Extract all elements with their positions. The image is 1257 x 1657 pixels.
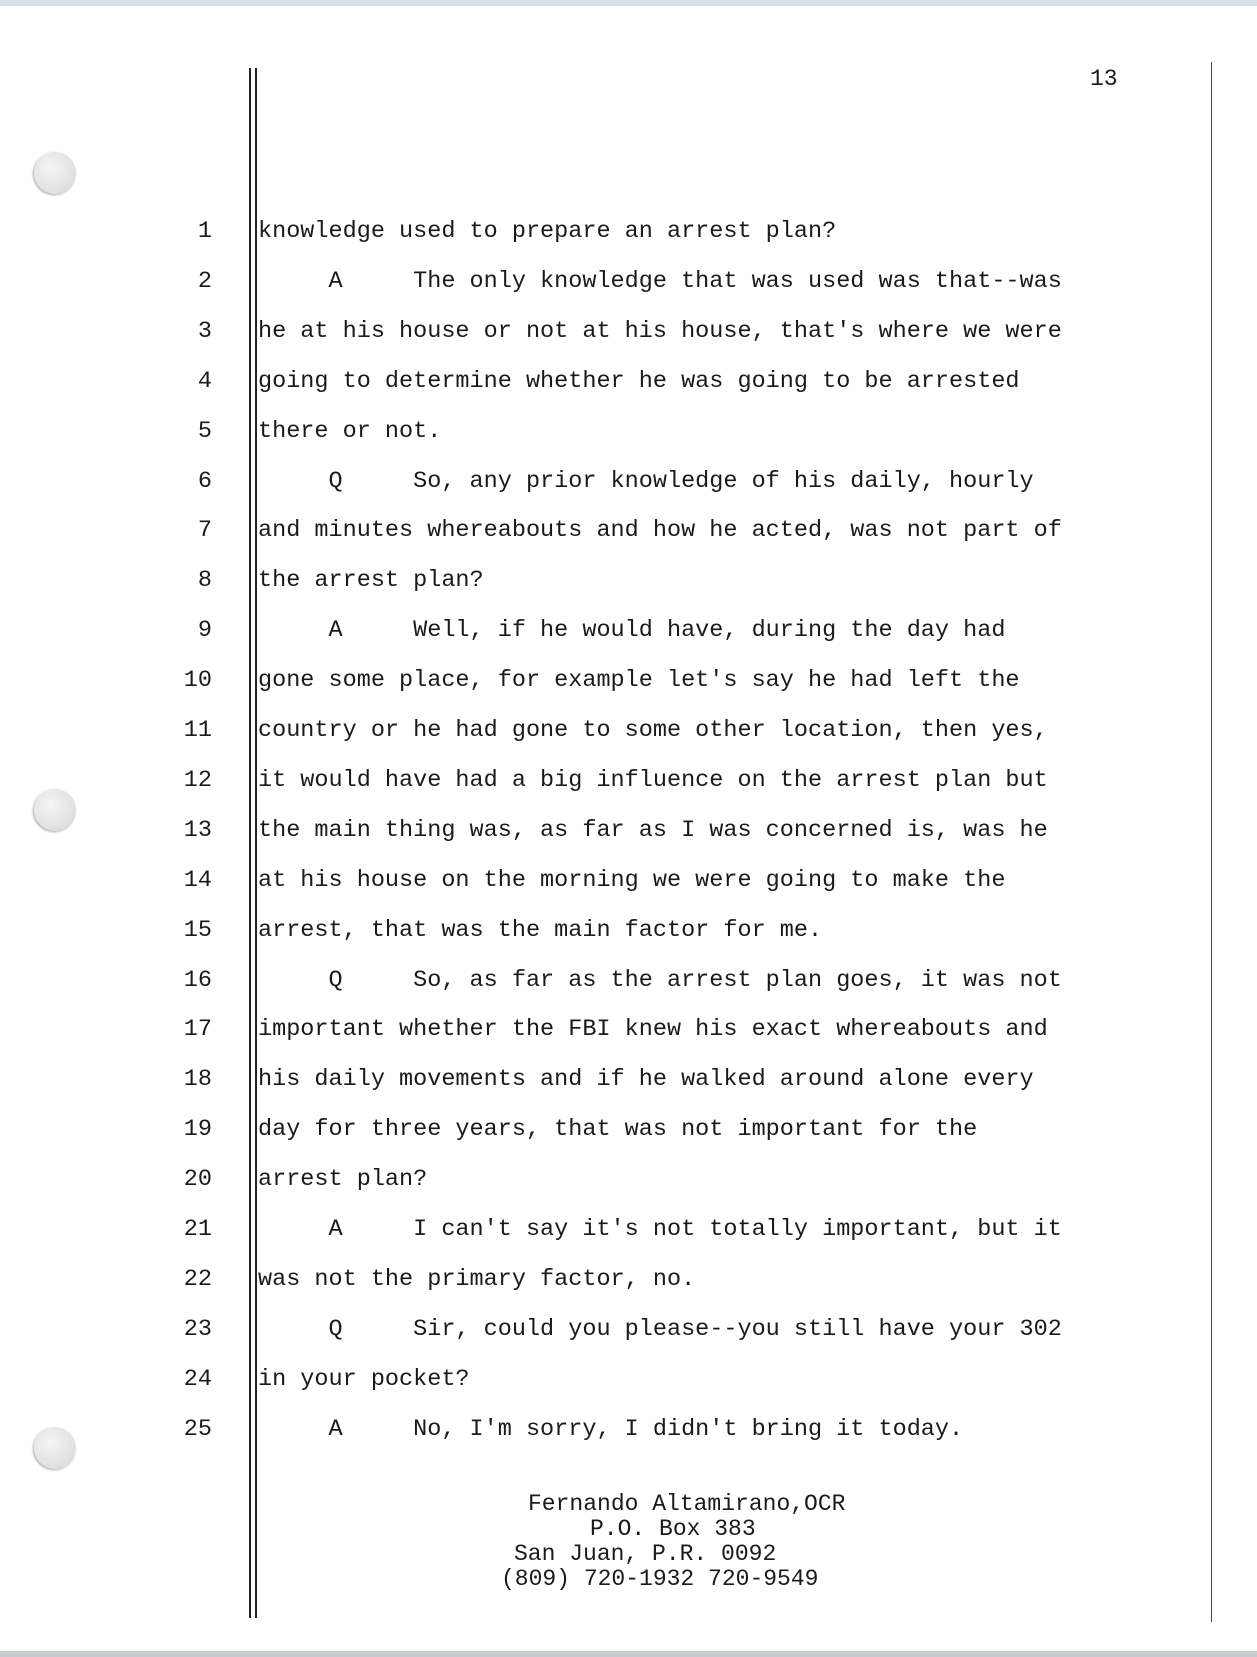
line-number: 24 [183, 1365, 212, 1393]
top-page-edge [0, 0, 1257, 6]
transcript-line [0, 1066, 1257, 1116]
line-text: going to determine whether he was going to be arrested [258, 367, 1020, 395]
transcript-line [0, 218, 1257, 268]
line-text: was not the primary factor, no. [258, 1265, 696, 1293]
transcript-line [0, 867, 1257, 917]
transcript-line [0, 717, 1257, 767]
transcript-line [0, 368, 1257, 418]
transcript-line [0, 767, 1257, 817]
line-number: 17 [183, 1016, 212, 1044]
bottom-page-edge [0, 1651, 1257, 1657]
line-text: A No, I'm sorry, I didn't bring it today. [258, 1415, 964, 1443]
line-number: 6 [197, 467, 212, 495]
line-number: 8 [197, 567, 212, 595]
line-text: country or he had gone to some other location, then yes, [258, 717, 1048, 744]
line-text: the arrest plan? [258, 567, 484, 595]
line-number: 11 [183, 717, 212, 744]
line-text: he at his house or not at his house, that's where we were [258, 317, 1062, 345]
transcript-line [0, 667, 1257, 717]
line-number: 15 [183, 916, 212, 944]
line-text: Q So, as far as the arrest plan goes, it was not [258, 966, 1062, 994]
line-text: A Well, if he would have, during the day had [258, 617, 1006, 645]
reporter-phone: (809) 720-1932 720-9549 [501, 1566, 819, 1592]
transcript-line [0, 917, 1257, 967]
line-text: Q So, any prior knowledge of his daily, hourly [258, 467, 1034, 495]
reporter-po-box: P.O. Box 383 [590, 1516, 756, 1542]
transcript-line [0, 1316, 1257, 1366]
transcript-line [0, 1016, 1257, 1066]
transcript-line [0, 517, 1257, 567]
line-number: 10 [183, 667, 212, 695]
transcript-line [0, 1216, 1257, 1266]
line-text: his daily movements and if he walked around alone every [258, 1066, 1034, 1094]
transcript-line [0, 967, 1257, 1017]
line-number: 2 [197, 267, 212, 295]
line-text: arrest, that was the main factor for me. [258, 916, 823, 944]
transcript-line [0, 817, 1257, 867]
reporter-name: Fernando Altamirano,OCR [528, 1491, 846, 1517]
line-number: 4 [197, 367, 212, 395]
binder-hole-top [34, 152, 76, 194]
transcript-line [0, 268, 1257, 318]
transcript-line [0, 1266, 1257, 1316]
transcript-line [0, 1366, 1257, 1416]
line-text: knowledge used to prepare an arrest plan? [258, 218, 837, 245]
transcript-line [0, 617, 1257, 667]
line-number: 1 [197, 218, 212, 245]
line-number: 13 [183, 816, 212, 844]
page-number: 13 [1090, 66, 1118, 92]
line-number: 19 [183, 1116, 212, 1144]
line-number: 21 [183, 1216, 212, 1243]
transcript-line [0, 1166, 1257, 1216]
transcript-line [0, 1416, 1257, 1466]
line-number: 12 [183, 766, 212, 794]
line-text: important whether the FBI knew his exact whereabouts and [258, 1016, 1048, 1044]
transcript-line [0, 468, 1257, 518]
line-text: gone some place, for example let's say he had left the [258, 667, 1020, 695]
line-number: 14 [183, 866, 212, 894]
line-number: 3 [197, 317, 212, 345]
line-number: 9 [197, 617, 212, 645]
line-text: there or not. [258, 417, 442, 445]
line-text: arrest plan? [258, 1166, 428, 1194]
line-number: 22 [183, 1265, 212, 1293]
transcript-line [0, 418, 1257, 468]
transcript-line [0, 1116, 1257, 1166]
line-number: 20 [183, 1166, 212, 1194]
line-text: it would have had a big influence on the arrest plan but [258, 766, 1048, 794]
line-text: in your pocket? [258, 1365, 470, 1393]
line-number: 18 [183, 1066, 212, 1094]
line-text: the main thing was, as far as I was concerned is, was he [258, 816, 1048, 844]
transcript-line [0, 318, 1257, 368]
reporter-city: San Juan, P.R. 0092 [514, 1541, 777, 1567]
line-number: 7 [197, 517, 212, 545]
line-number: 23 [183, 1315, 212, 1343]
line-text: A I can't say it's not totally important, but it [258, 1216, 1062, 1243]
line-text: day for three years, that was not important for the [258, 1116, 978, 1144]
line-number: 5 [197, 417, 212, 445]
line-number: 16 [183, 966, 212, 994]
line-text: A The only knowledge that was used was that--was [258, 267, 1062, 295]
transcript-line [0, 567, 1257, 617]
line-text: at his house on the morning we were going to make the [258, 866, 1006, 894]
line-number: 25 [183, 1415, 212, 1443]
line-text: Q Sir, could you please--you still have your 302 [258, 1315, 1062, 1343]
line-text: and minutes whereabouts and how he acted, was not part of [258, 517, 1062, 545]
